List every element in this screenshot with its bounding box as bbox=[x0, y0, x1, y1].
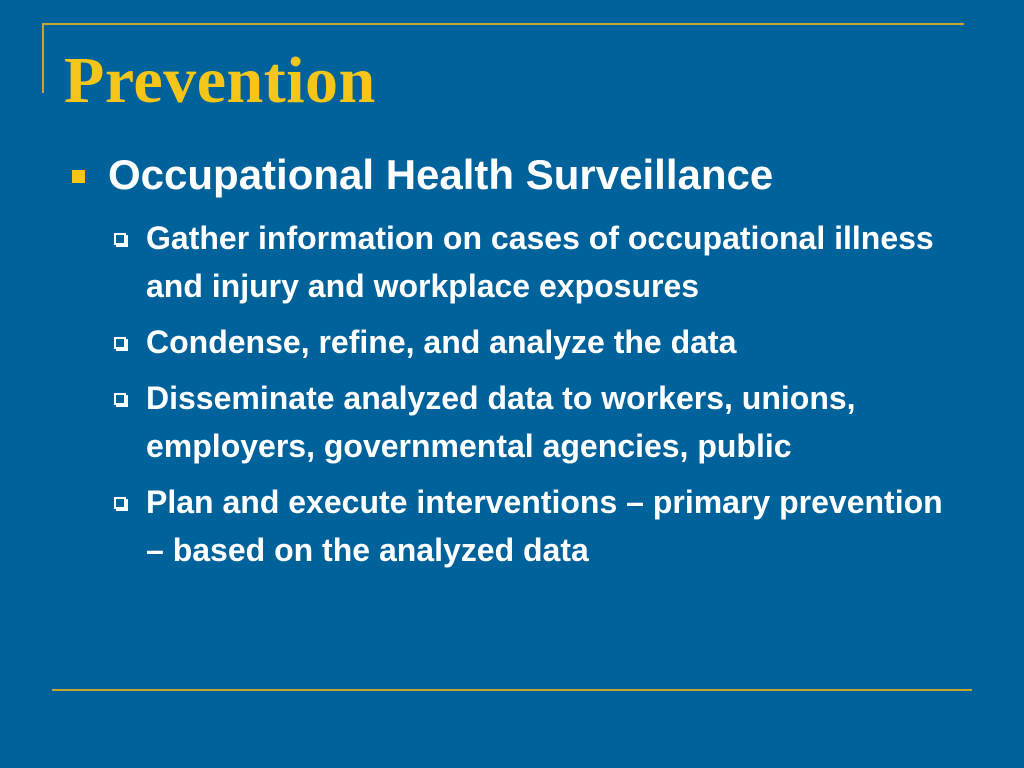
sub-bullet-item bbox=[110, 214, 950, 310]
filled-square-bullet-icon bbox=[72, 170, 85, 183]
sub-bullet-text: Plan and execute interventions – primary prevention – based on the analyzed data bbox=[146, 484, 943, 568]
sub-bullet-item bbox=[110, 374, 950, 470]
slide-title: Prevention bbox=[64, 44, 376, 117]
sub-bullet-text: Gather information on cases of occupational illness and injury and workplace exposures bbox=[146, 220, 934, 304]
hollow-square-bullet-icon bbox=[114, 337, 126, 349]
frame-left-line bbox=[42, 23, 44, 93]
sub-bullet-list bbox=[110, 214, 950, 582]
frame-top-line bbox=[42, 23, 964, 25]
main-bullet-text: Occupational Health Surveillance bbox=[108, 151, 774, 198]
hollow-square-bullet-icon bbox=[114, 233, 126, 245]
hollow-square-bullet-icon bbox=[114, 497, 126, 509]
sub-bullet-item bbox=[110, 318, 950, 366]
sub-bullet-item bbox=[110, 478, 950, 574]
sub-bullet-text: Condense, refine, and analyze the data bbox=[146, 324, 737, 360]
sub-bullet-text: Disseminate analyzed data to workers, unions, employers, governmental agencies, public bbox=[146, 380, 856, 464]
hollow-square-bullet-icon bbox=[114, 393, 126, 405]
frame-bottom-line bbox=[52, 689, 972, 691]
